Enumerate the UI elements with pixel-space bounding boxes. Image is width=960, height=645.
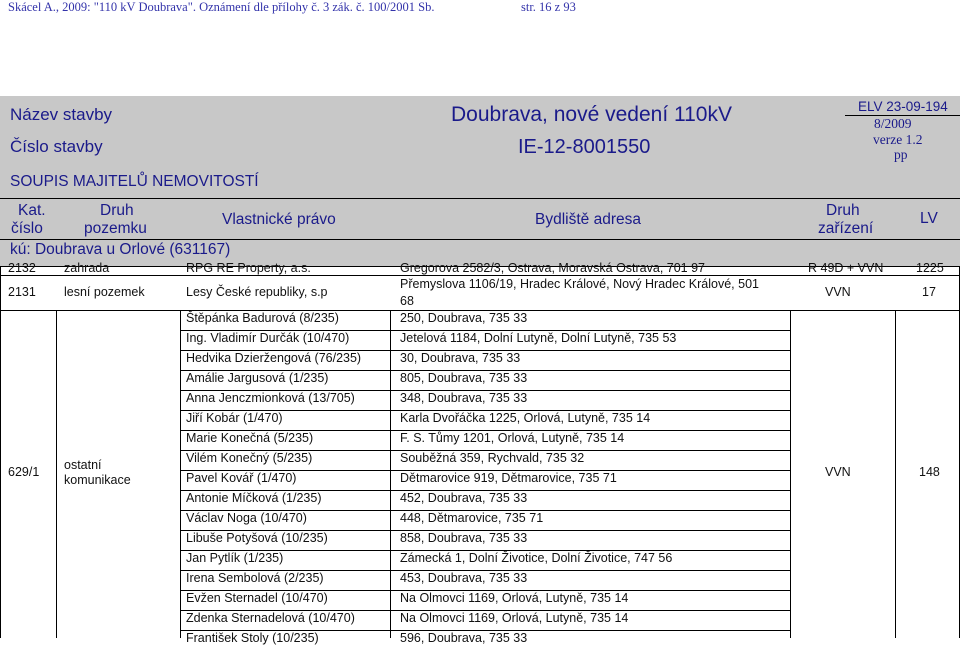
owner-address: 452, Doubrava, 735 33	[400, 491, 528, 505]
group-land-type-cont: komunikace	[64, 473, 131, 487]
device-type: VVN	[825, 285, 851, 299]
owner-address: 596, Doubrava, 735 33	[400, 631, 528, 645]
owner-name: Evžen Sternadel (10/470)	[186, 591, 328, 605]
device-type: R 49D + VVN	[808, 261, 884, 275]
owner-address: 448, Dětmarovice, 735 71	[400, 511, 544, 525]
owner-address: 250, Doubrava, 735 33	[400, 311, 528, 325]
project-name-value: Doubrava, nové vedení 110kV	[451, 103, 732, 126]
col-rule	[390, 310, 391, 638]
col-owner: Vlastnické právo	[222, 211, 336, 228]
col-druh-line2: pozemku	[84, 220, 147, 237]
group-land-type: ostatní	[64, 458, 102, 472]
owner-address: Na Olmovci 1169, Orlová, Lutyně, 735 14	[400, 591, 629, 605]
owner-address: 348, Doubrava, 735 33	[400, 391, 528, 405]
doc-date: 8/2009	[874, 116, 912, 131]
owner-name: Lesy České republiky, s.p	[186, 285, 328, 299]
project-name-label: Název stavby	[10, 105, 113, 124]
doc-code: ELV 23-09-194	[858, 99, 948, 114]
col-rule	[895, 310, 896, 638]
owner-name: Štěpánka Badurová (8/235)	[186, 311, 339, 325]
owner-name: Marie Konečná (5/235)	[186, 431, 314, 445]
owner-address: F. S. Tůmy 1201, Orlová, Lutyně, 735 14	[400, 431, 625, 445]
owner-address: Dětmarovice 919, Dětmarovice, 735 71	[400, 471, 617, 485]
owner-address: Zámecká 1, Dolní Životice, Dolní Životice, 747 56	[400, 551, 673, 565]
owner-address: 858, Doubrava, 735 33	[400, 531, 528, 545]
land-type: zahrada	[64, 261, 110, 275]
col-rule	[180, 310, 181, 638]
owner-name: Václav Noga (10/470)	[186, 511, 307, 525]
owner-address: Souběžná 359, Rychvald, 735 32	[400, 451, 585, 465]
owner-address: Přemyslova 1106/19, Hradec Králové, Nový Hradec Králové, 501	[400, 277, 759, 291]
group-lv-number: 148	[919, 465, 940, 479]
owner-name: Pavel Kovář (1/470)	[186, 471, 297, 485]
owner-name: Anna Jenczmionková (13/705)	[186, 391, 355, 405]
owner-name: Antonie Míčková (1/235)	[186, 491, 322, 505]
owner-address-cont: 68	[400, 294, 414, 308]
owner-name: Vilém Konečný (5/235)	[186, 451, 313, 465]
owner-address: 30, Doubrava, 735 33	[400, 351, 521, 365]
doc-author: pp	[894, 147, 908, 162]
col-kat-line2: číslo	[11, 220, 43, 237]
col-rule	[56, 310, 57, 638]
owner-address: Na Olmovci 1169, Orlová, Lutyně, 735 14	[400, 611, 629, 625]
project-number-value: IE-12-8001550	[518, 136, 651, 158]
owner-name: Amálie Jargusová (1/235)	[186, 371, 329, 385]
kat-number: 2132	[8, 261, 36, 275]
owner-name: RPG RE Property, a.s.	[186, 261, 311, 275]
citation-text: Skácel A., 2009: "110 kV Doubrava". Oznámení dle přílohy č. 3 zák. č. 100/2001 Sb.	[8, 0, 435, 14]
doc-version: verze 1.2	[873, 132, 923, 147]
owner-name: Ing. Vladimír Durčák (10/470)	[186, 331, 350, 345]
lv-number: 17	[922, 285, 936, 299]
owner-name: Irena Sembolová (2/235)	[186, 571, 324, 585]
cadastral-area: kú: Doubrava u Orlové (631167)	[10, 241, 231, 258]
col-kat-line1: Kat.	[18, 202, 46, 219]
owner-address: 453, Doubrava, 735 33	[400, 571, 528, 585]
group-kat-number: 629/1	[8, 465, 40, 479]
header-top-rule	[0, 198, 960, 199]
owner-address: Karla Dvořáčka 1225, Orlová, Lutyně, 735 14	[400, 411, 651, 425]
owner-name: Jiří Kobár (1/470)	[186, 411, 283, 425]
col-address: Bydliště adresa	[535, 211, 641, 228]
title-block	[0, 96, 960, 266]
project-number-label: Číslo stavby	[10, 137, 103, 156]
section-title: SOUPIS MAJITELŮ NEMOVITOSTÍ	[10, 173, 259, 190]
owner-name: Jan Pytlík (1/235)	[186, 551, 284, 565]
lv-number: 1225	[916, 261, 944, 275]
owners-table	[0, 261, 960, 645]
header-bottom-rule	[0, 239, 960, 240]
owner-name: Hedvika Dzieržengová (76/235)	[186, 351, 362, 365]
land-type: lesní pozemek	[64, 285, 145, 299]
owner-name: Libuše Potyšová (10/235)	[186, 531, 328, 545]
col-druh-line1: Druh	[100, 202, 134, 219]
col-zarizeni-line1: Druh	[826, 202, 860, 219]
page-number: str. 16 z 93	[521, 0, 576, 14]
owner-name: František Stoly (10/235)	[186, 631, 319, 645]
row-rule	[0, 275, 960, 276]
col-lv: LV	[920, 210, 938, 227]
col-zarizeni-line2: zařízení	[818, 220, 874, 237]
owner-name: Zdenka Sternadelová (10/470)	[186, 611, 355, 625]
col-rule	[0, 266, 1, 638]
kat-number: 2131	[8, 285, 36, 299]
owner-address: Gregorova 2582/3, Ostrava, Moravská Ostrava, 701 97	[400, 261, 706, 275]
document-header	[0, 0, 960, 14]
col-rule	[790, 310, 791, 638]
group-device-type: VVN	[825, 465, 851, 479]
owner-address: 805, Doubrava, 735 33	[400, 371, 528, 385]
owner-address: Jetelová 1184, Dolní Lutyně, Dolní Lutyně, 735 53	[400, 331, 677, 345]
